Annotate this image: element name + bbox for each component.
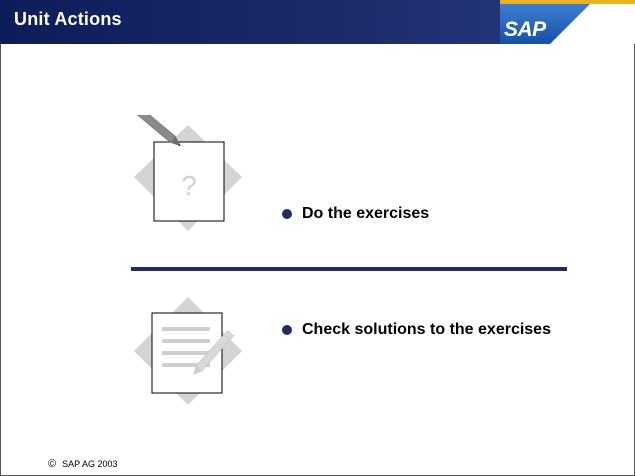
copyright-text: SAP AG 2003	[62, 459, 118, 469]
bullet-item-exercises	[282, 205, 429, 223]
question-mark-glyph: ?	[181, 170, 197, 201]
bullet-label: Do the exercises	[302, 205, 430, 222]
copyright-footer	[48, 458, 118, 470]
slide-header	[0, 0, 635, 44]
bullet-item-solutions	[282, 321, 551, 339]
bullet-label: Check solutions to the exercises	[302, 321, 551, 338]
sap-logo: SAP	[504, 18, 546, 41]
bullet-icon	[282, 325, 292, 335]
page-title: Unit Actions	[14, 9, 122, 29]
copyright-icon: ©	[48, 458, 57, 470]
section-divider	[131, 267, 567, 271]
exercise-question-icon	[130, 115, 250, 240]
solutions-document-icon	[130, 295, 250, 410]
bullet-icon	[282, 209, 292, 219]
